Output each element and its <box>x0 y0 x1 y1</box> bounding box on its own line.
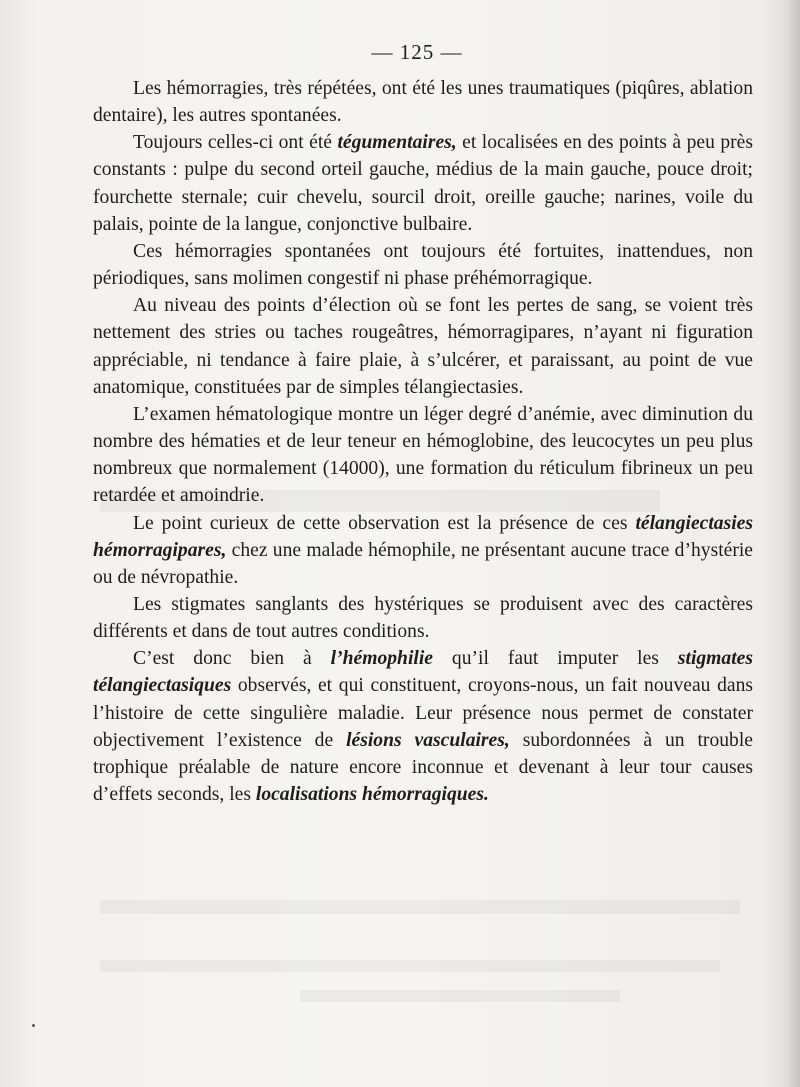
paper-speck <box>32 1024 35 1027</box>
text-run: qu’il faut imputer les <box>432 648 678 670</box>
page-number: — 125 — <box>371 40 463 64</box>
show-through-bar-4 <box>300 990 620 1002</box>
show-through-bar-3 <box>100 960 720 972</box>
paragraph <box>93 645 753 808</box>
text-run: subordonnées à un trouble trophique préalable de nature encore inconnue et devenant à leur tour causes d’effets seconds, les <box>93 729 753 806</box>
paragraph <box>93 591 753 645</box>
paragraph <box>93 292 753 401</box>
italic-emphasis: l’hémophilie <box>330 648 433 670</box>
text-run: C’est donc bien à <box>133 648 331 670</box>
text-run: chez une malade hémophile, ne présentant aucune trace d’hystérie ou de névropathie. <box>93 539 753 588</box>
text-run: observés, et qui constituent, croyons-nous, un fait nouveau dans l’histoire de cette singulière maladie. Leur présence nous permet de constater objectivement l’existence de <box>93 675 753 751</box>
text-run: Ces hémorragies spontanées ont toujours été fortuites, inattendues, non périodiques, sans molimen congestif ni phase préhémorragique. <box>93 240 753 290</box>
italic-emphasis: télangiectasies hémorragipares, <box>93 512 753 561</box>
show-through-bar-2 <box>100 900 740 914</box>
text-run: Le point curieux de cette observation est la présence de ces <box>133 512 636 534</box>
text-run: Au niveau des points d’élection où se font les pertes de sang, se voient très nettement des stries ou taches rougeâtres, hémorragipares, n’ayant ni figuration appréciable, ni tendance à faire plaie, à s’ulcérer, et paraissant, au point de vue anatomique, constituées par de simples télangiectasies. <box>93 295 753 398</box>
italic-emphasis: lésions vasculaires, <box>346 729 510 751</box>
italic-emphasis: tégumentaires, <box>337 132 457 154</box>
paragraph <box>93 510 753 591</box>
text-run: Les stigmates sanglants des hystériques se produisent avec des caractères différents et dans de tout autres conditions. <box>93 593 753 643</box>
text-run: L’examen hématologique montre un léger degré d’anémie, avec diminution du nombre des hématies et de leur teneur en hémoglobine, des leucocytes un peu plus nombreux que normalement (14000), une formation du réticulum fibrineux un peu retardée et amoindrie. <box>93 403 753 507</box>
paragraph <box>93 238 753 292</box>
body-text <box>93 75 753 808</box>
italic-emphasis: stigmates télangiectasiques <box>93 648 753 697</box>
text-run: Les hémorragies, très répétées, ont été les unes traumatiques (piqûres, ablation dentaire), les autres spontanées. <box>93 78 753 127</box>
text-run: et localisées en des points à peu près constants : pulpe du second orteil gauche, médius de la main gauche, pouce droit; fourchette sternale; cuir chevelu, sourcil droit, oreille gauche; narines, voile du palais, pointe de la langue, conjonctive bulbaire. <box>93 132 753 235</box>
italic-emphasis: localisations hémorragiques. <box>255 784 489 806</box>
paragraph <box>93 129 753 238</box>
text-run: Toujours celles-ci ont été <box>133 132 338 154</box>
paragraph <box>93 75 753 129</box>
paragraph <box>93 401 753 510</box>
page-edge-shadow <box>786 0 800 1087</box>
